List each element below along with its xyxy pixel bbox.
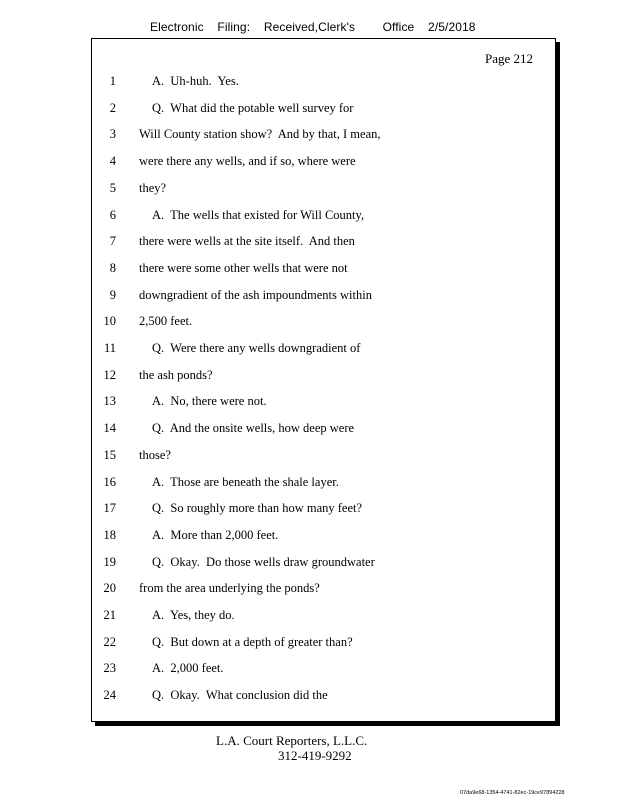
line-number: 3 xyxy=(109,127,116,142)
transcript-line xyxy=(92,127,555,145)
line-number: 8 xyxy=(109,260,116,275)
transcript-line xyxy=(92,475,555,493)
line-text: the ash ponds? xyxy=(139,367,213,382)
transcript-line xyxy=(92,74,555,92)
line-text: 2,500 feet. xyxy=(139,314,193,329)
line-number: 11 xyxy=(103,341,116,355)
line-text: Q. What did the potable well survey for xyxy=(152,100,354,115)
line-text: Q. So roughly more than how many feet? xyxy=(152,501,363,516)
line-text: A. Uh-huh. Yes. xyxy=(152,74,239,88)
transcript-line xyxy=(92,288,555,306)
line-number: 4 xyxy=(109,154,116,169)
line-number: 20 xyxy=(103,581,116,596)
line-text: there were some other wells that were not xyxy=(139,260,348,275)
transcript-line xyxy=(92,394,555,412)
line-number: 14 xyxy=(103,421,116,436)
line-text: were there any wells, and if so, where were xyxy=(139,154,356,169)
filing-stamp: Electronic Filing: Received,Clerk's Office 2/5/2018 xyxy=(150,20,476,34)
transcript-line xyxy=(92,234,555,252)
line-text: Q. But down at a depth of greater than? xyxy=(152,634,353,649)
line-text: Will County station show? And by that, I mean, xyxy=(139,127,381,142)
line-number: 21 xyxy=(103,608,116,622)
reporter-firm: L.A. Court Reporters, L.L.C. xyxy=(216,733,368,748)
line-number: 18 xyxy=(103,527,116,542)
line-text: they? xyxy=(139,180,167,195)
line-number: 2 xyxy=(109,100,116,115)
line-number: 15 xyxy=(103,447,116,462)
line-number: 9 xyxy=(109,287,116,302)
transcript-line xyxy=(92,608,555,626)
transcript-line xyxy=(92,448,555,466)
line-number: 23 xyxy=(103,661,116,676)
line-text: A. The wells that existed for Will County, xyxy=(152,207,365,222)
transcript-line xyxy=(92,661,555,679)
line-number: 7 xyxy=(109,234,116,249)
transcript-line xyxy=(92,635,555,653)
line-text: downgradient of the ash impoundments within xyxy=(139,287,372,302)
page-number: Page 212 xyxy=(484,51,533,66)
line-number: 19 xyxy=(103,554,116,569)
line-number: 5 xyxy=(109,180,116,195)
reporter-phone: 312-419-9292 xyxy=(278,748,352,763)
line-text: A. No, there were not. xyxy=(152,394,267,409)
line-number: 10 xyxy=(103,314,116,329)
line-number: 1 xyxy=(109,74,116,88)
transcript-line xyxy=(92,528,555,546)
transcript-line xyxy=(92,261,555,279)
line-text: Q. Okay. What conclusion did the xyxy=(152,688,328,703)
line-text: Q. Were there any wells downgradient of xyxy=(152,341,361,355)
line-text: there were wells at the site itself. And then xyxy=(139,234,355,249)
line-text: from the area underlying the ponds? xyxy=(139,581,320,596)
transcript-line xyxy=(92,421,555,439)
document-hash: 07da9e68-1354-4741-82ec-19ce97894228 xyxy=(460,790,565,796)
transcript-line xyxy=(92,101,555,119)
transcript-line xyxy=(92,314,555,332)
line-number: 17 xyxy=(103,501,116,516)
transcript-line xyxy=(92,555,555,573)
line-number: 12 xyxy=(103,367,116,382)
line-number: 24 xyxy=(103,688,116,703)
line-text: A. Yes, they do. xyxy=(152,608,235,622)
line-number: 16 xyxy=(103,474,116,489)
transcript-line xyxy=(92,341,555,359)
transcript-line xyxy=(92,368,555,386)
line-text: A. More than 2,000 feet. xyxy=(152,527,279,542)
line-text: A. 2,000 feet. xyxy=(152,661,224,676)
transcript-line xyxy=(92,154,555,172)
line-number: 13 xyxy=(103,394,116,409)
transcript-line xyxy=(92,181,555,199)
transcript-page xyxy=(91,38,556,722)
transcript-line xyxy=(92,501,555,519)
line-text: Q. Okay. Do those wells draw groundwater xyxy=(152,554,375,569)
line-number: 22 xyxy=(103,634,116,649)
line-text: those? xyxy=(139,447,171,462)
transcript-line xyxy=(92,581,555,599)
line-text: A. Those are beneath the shale layer. xyxy=(152,474,339,489)
transcript-line xyxy=(92,688,555,706)
line-text: Q. And the onsite wells, how deep were xyxy=(152,421,355,436)
transcript-line xyxy=(92,208,555,226)
line-number: 6 xyxy=(109,207,116,222)
